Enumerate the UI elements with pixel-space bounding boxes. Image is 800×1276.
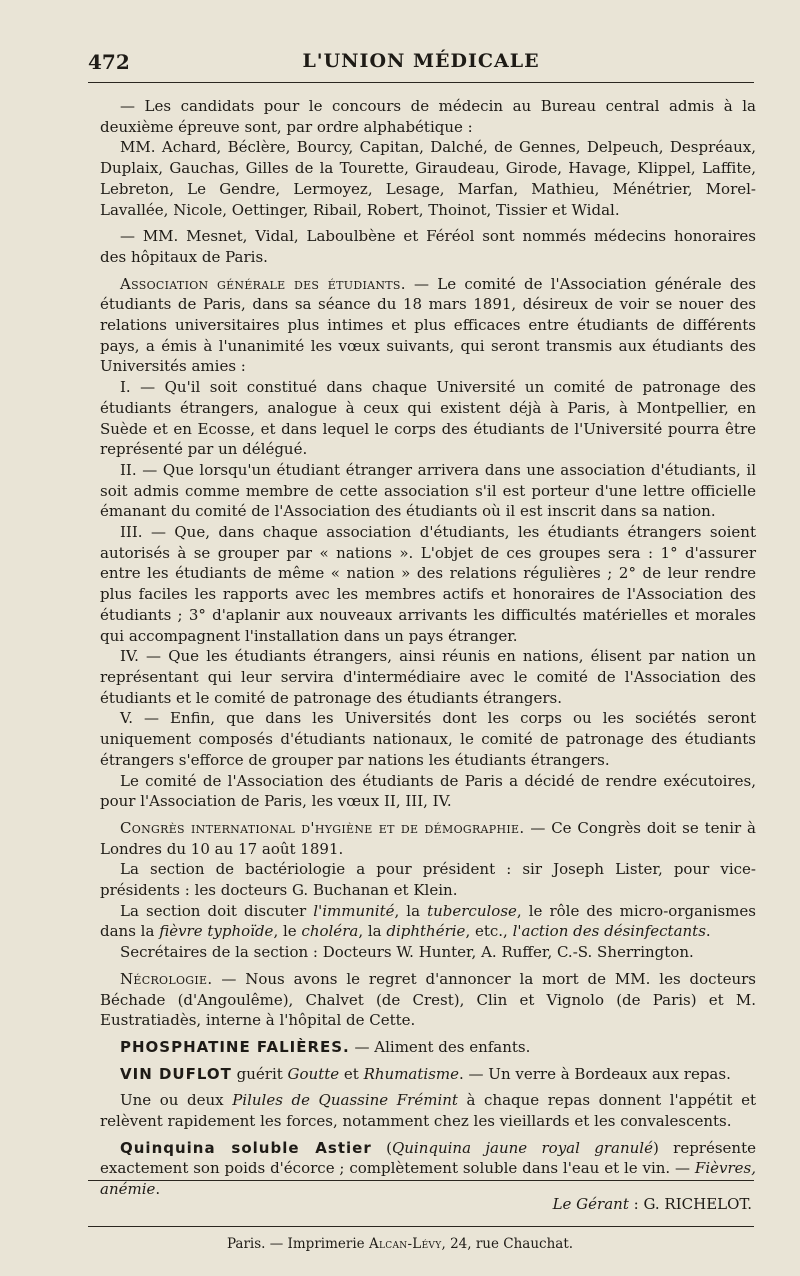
ad-vin-duflot: VIN DUFLOT guérit Goutte et Rhumatisme. — Un verre à Bordeaux aux repas. [120, 1064, 731, 1083]
paragraph-congress: Congrès international d'hygiène et de démographie. — Ce Congrès doit se tenir à Londres du 10 au 17 août 1891. [100, 818, 756, 858]
wish-4: IV. — Que les étudiants étrangers, ainsi réunis en nations, élisent par nation un représentant qui leur servira d'intermédiaire avec le comité de l'Association des étudiants et le comité de patronage des étudiants étrangers. [100, 647, 756, 707]
wish-1: I. — Qu'il soit constitué dans chaque Université un comité de patronage des étudiants étrangers, analogue à ceux qui existent déjà à Paris, à Montpellier, en Suède et en Ecosse, et dans lequel le corps des étudiants de l'Université pourra être représenté par un délégué. [100, 378, 756, 459]
paragraph-decision: Le comité de l'Association des étudiants de Paris a décidé de rendre exécutoires, pour l'Association de Paris, les vœux II, III, IV. [100, 771, 756, 811]
journal-title: L'UNION MÉDICALE [302, 50, 540, 72]
ad-title-phosphatine: PHOSPHATINE FALIÈRES. [120, 1037, 350, 1056]
paragraph-bacteriology: La section de bactériologie a pour président : sir Joseph Lister, pour vice-présidents : les docteurs G. Buchanan et Klein. [100, 860, 756, 900]
manager-name: : G. RICHELOT. [628, 1195, 752, 1213]
ad-quinquina: Quinquina soluble Astier (Quinquina jaune royal granulé) représente exactement son poids d'écorce ; complètement soluble dans l'eau et le vin. — Fièvres, anémie. [100, 1138, 756, 1199]
wish-3: III. — Que, dans chaque association d'étudiants, les étudiants étrangers soient autorisés à se grouper par « nations ». L'objet de ces groupes sera : 1° d'assurer entre les étudiants de même « nation » des relations régulières ; 2° de leur rendre plus faciles les rapports avec les membres actifs et honoraires de l'Association des étudiants ; 3° d'aplanir aux nouveaux arrivants les difficultés matérielles et morales qui accompagnent l'installation dans un pays étranger. [100, 523, 756, 645]
printer-imprint: Paris. — Imprimerie Alcan-Lévy, 24, rue Chauchat. [226, 1236, 574, 1252]
footer-rule-bottom [88, 1226, 754, 1227]
ad-title-vin-duflot: VIN DUFLOT [120, 1064, 232, 1083]
paragraph-association: Association générale des étudiants. — Le comité de l'Association générale des étudiants de Paris, dans sa séance du 18 mars 1891, désireux de voir se nouer des relations universitaires plus intimes et plus efficaces entre étudiants de différents pays, a émis à l'unanimité les vœux suivants, qui seront transmis aux étudiants des Universités amies : [100, 274, 756, 376]
paragraph-topics: La section doit discuter l'immunité, la tuberculose, le rôle des micro-organismes dans la fièvre typhoïde, le choléra, la diphthérie, etc., l'action des désinfectants. [100, 901, 756, 941]
wish-2: II. — Que lorsqu'un étudiant étranger arrivera dans une association d'étudiants, il soit admis comme membre de cette association s'il est porteur d'une lettre officielle émanant du comité de l'Association des étudiants où il est inscrit dans sa nation. [100, 460, 756, 521]
section-heading-necrology: Nécrologie. [120, 969, 213, 988]
ad-quassine: Une ou deux Pilules de Quassine Frémint à chaque repas donnent l'appétit et relèvent rapidement les forces, notamment chez les vieillards et les convalescents. [100, 1091, 756, 1131]
wish-5: V. — Enfin, que dans les Universités dont les corps ou les sociétés seront uniquement composés d'étudiants nationaux, le comité de patronage des étudiants étrangers s'efforce de grouper par nations les étudiants étrangers. [100, 709, 756, 769]
ad-phosphatine: PHOSPHATINE FALIÈRES. — Aliment des enfants. [120, 1037, 531, 1056]
page-number: 472 [88, 50, 130, 74]
section-heading-association: Association générale des étudiants. [120, 274, 406, 293]
manager-label: Le Gérant [552, 1195, 629, 1213]
article-body [100, 96, 756, 1200]
header-rule [88, 82, 754, 83]
ad-title-quinquina: Quinquina soluble Astier [120, 1138, 372, 1157]
paragraph-candidates: — Les candidats pour le concours de médecin au Bureau central admis à la deuxième épreuve sont, par ordre alphabétique : [100, 97, 756, 136]
running-head [88, 50, 754, 76]
section-heading-congress: Congrès international d'hygiène et de démographie. [120, 818, 525, 837]
paragraph-necrology: Nécrologie. — Nous avons le regret d'annoncer la mort de MM. les docteurs Béchade (d'Angoulême), Chalvet (de Crest), Clin et Vignolo (de Paris) et M. Eustratiadès, interne à l'hôpital de Cette. [100, 969, 756, 1030]
paragraph-candidate-list: MM. Achard, Béclère, Bourcy, Capitan, Dalché, de Gennes, Delpeuch, Despréaux, Duplaix, Gauchas, Gilles de la Tourette, Giraudeau, Girode, Havage, Klippel, Laffite, Lebreton, Le Gendre, Lermoyez, Lesage, Marfan, Mathieu, Ménétrier, Morel-Lavallée, Nicole, Oettinger, Ribail, Robert, Thoinot, Tissier et Widal. [100, 138, 756, 219]
paragraph-honorary: — MM. Mesnet, Vidal, Laboulbène et Féréol sont nommés médecins honoraires des hôpitaux de Paris. [100, 227, 756, 266]
footer-rule-top [88, 1180, 754, 1181]
manager-signature [553, 1195, 752, 1213]
paragraph-secretaries: Secrétaires de la section : Docteurs W. Hunter, A. Ruffer, C.-S. Sherrington. [120, 943, 694, 962]
